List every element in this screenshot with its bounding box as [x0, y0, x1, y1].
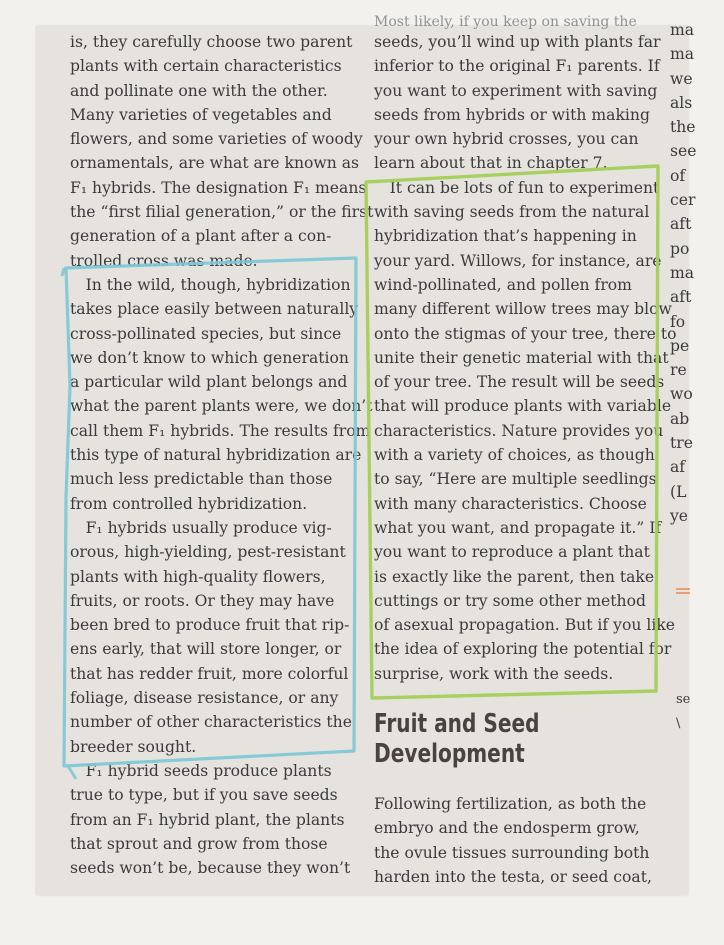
text-line: much less predictable than those [70, 470, 333, 489]
text-fragment: see [670, 142, 697, 161]
text-fragment: af [670, 458, 686, 477]
text-fragment: tre [670, 434, 693, 453]
text-line: of asexual propagation. But if you like [374, 616, 675, 635]
text-line: ens early, that will store longer, or [70, 640, 342, 659]
text-line: characteristics. Nature provides you [374, 421, 664, 440]
highlight-marks [36, 26, 688, 895]
text-line: embryo and the endosperm grow, [374, 819, 640, 838]
text-line: plants with certain characteristics [70, 57, 342, 76]
text-fragment: re [670, 361, 687, 380]
text-fragment: ma [670, 21, 695, 39]
book-page-photo [36, 14, 697, 895]
heading-line: Fruit and Seed [374, 709, 540, 739]
text-line: with a variety of choices, as though [374, 446, 655, 465]
text-fragment: fo [670, 312, 686, 331]
text-fragment: aft [670, 215, 692, 234]
text-line: what the parent plants were, we don’t [70, 397, 373, 416]
text-line: number of other characteristics the [70, 713, 352, 732]
text-line: you want to reproduce a plant that [374, 543, 650, 562]
text-line: F₁ hybrid seeds produce plants [70, 761, 332, 780]
text-line: fruits, or roots. Or they may have [70, 591, 335, 610]
middle-column-cutoff-line: Most likely, if you keep on saving the [374, 14, 637, 30]
text-line: your own hybrid crosses, you can [374, 130, 639, 149]
text-line: with saving seeds from the natural [374, 203, 650, 222]
text-line: breeder sought. [70, 737, 197, 756]
text-line: onto the stigmas of your tree, there to [374, 324, 677, 343]
text-line: from an F₁ hybrid plant, the plants [70, 810, 345, 829]
text-fragment: the [670, 118, 696, 137]
text-line: your yard. Willows, for instance, are [374, 251, 662, 270]
text-line: with many characteristics. Choose [374, 494, 647, 513]
text-line: a particular wild plant belongs and [70, 373, 348, 392]
text-fragment: ab [670, 409, 690, 428]
text-line: F₁ hybrids usually produce vig- [70, 518, 332, 537]
text-line: the “first filial generation,” or the first [70, 203, 374, 222]
text-line: that has redder fruit, more colorful [70, 664, 349, 683]
text-line: harden into the testa, or seed coat, [374, 867, 652, 886]
text-fragment: (L [670, 482, 687, 501]
text-line: and pollinate one with the other. [70, 81, 328, 100]
text-fragment: als [670, 93, 693, 112]
text-line: is exactly like the parent, then take [374, 567, 655, 586]
text-line: Following fertilization, as both the [374, 795, 647, 813]
text-line: ornamentals, are what are known as [70, 154, 360, 173]
heading-line: Development [374, 739, 525, 769]
text-line: unite their genetic material with that [374, 348, 669, 367]
text-line: the ovule tissues surrounding both [374, 843, 650, 862]
text-line: cuttings or try some other method [374, 591, 646, 610]
text-line: from controlled hybridization. [70, 494, 308, 513]
text-line: of your tree. The result will be seeds [374, 373, 665, 392]
text-line: In the wild, though, hybridization [70, 275, 351, 294]
text-fragment: ye [670, 506, 689, 525]
text-line: seeds won’t be, because they won’t [70, 859, 351, 878]
text-fragment: cer [670, 191, 696, 210]
text-fragment: ma [670, 45, 695, 64]
text-line: many different willow trees may blow [374, 300, 672, 319]
text-line: flowers, and some varieties of woody [70, 130, 363, 149]
text-line: been bred to produce fruit that rip- [70, 616, 350, 635]
text-line: It can be lots of fun to experiment [374, 178, 660, 197]
text-line: you want to experiment with saving [374, 81, 658, 100]
text-line: wind-pollinated, and pollen from [374, 275, 632, 294]
text-line: generation of a plant after a con- [70, 227, 332, 246]
text-line: seeds from hybrids or with making [374, 105, 650, 124]
text-line: foliage, disease resistance, or any [70, 689, 339, 708]
text-line: orous, high-yielding, pest-resistant [70, 543, 346, 562]
text-line: learn about that in chapter 7. [374, 154, 608, 173]
text-fragment: po [670, 239, 690, 258]
text-fragment: of [670, 166, 686, 185]
text-line: inferior to the original F₁ parents. If [374, 57, 660, 76]
text-line: that sprout and grow from those [70, 834, 328, 853]
text-line: to say, “Here are multiple seedlings [374, 470, 657, 489]
text-line: cross-pollinated species, but since [70, 324, 342, 343]
text-line: we don’t know to which generation [70, 348, 349, 367]
text-line: takes place easily between naturally [70, 300, 359, 319]
green-highlight-box [366, 166, 677, 698]
text-line: F₁ hybrids. The designation F₁ means [70, 178, 367, 197]
text-line: what you want, and propagate it.” If [374, 518, 662, 537]
text-fragment: aft [670, 288, 692, 307]
text-line: plants with high-quality flowers, [70, 567, 326, 586]
text-line: hybridization that’s happening in [374, 227, 637, 246]
text-line: call them F₁ hybrids. The results from [70, 421, 371, 440]
text-line: is, they carefully choose two parent [70, 33, 353, 51]
text-fragment: \ [676, 716, 681, 732]
text-fragment: se [676, 692, 691, 707]
text-line: this type of natural hybridization are [70, 446, 362, 465]
text-line: that will produce plants with variable [374, 397, 672, 416]
blue-highlight-box [64, 258, 373, 766]
text-line: the idea of exploring the potential for [374, 640, 672, 659]
text-fragment: wo [670, 385, 693, 404]
text-line: Many varieties of vegetables and [70, 105, 332, 124]
text-fragment: ma [670, 263, 695, 282]
text-line: surprise, work with the seeds. [374, 664, 614, 683]
text-line: seeds, you’ll wind up with plants far [374, 33, 661, 51]
text-fragment: pe [670, 336, 690, 355]
text-line: true to type, but if you save seeds [70, 786, 338, 805]
text-line: trolled cross was made. [70, 251, 258, 270]
text-fragment: we [670, 69, 693, 88]
